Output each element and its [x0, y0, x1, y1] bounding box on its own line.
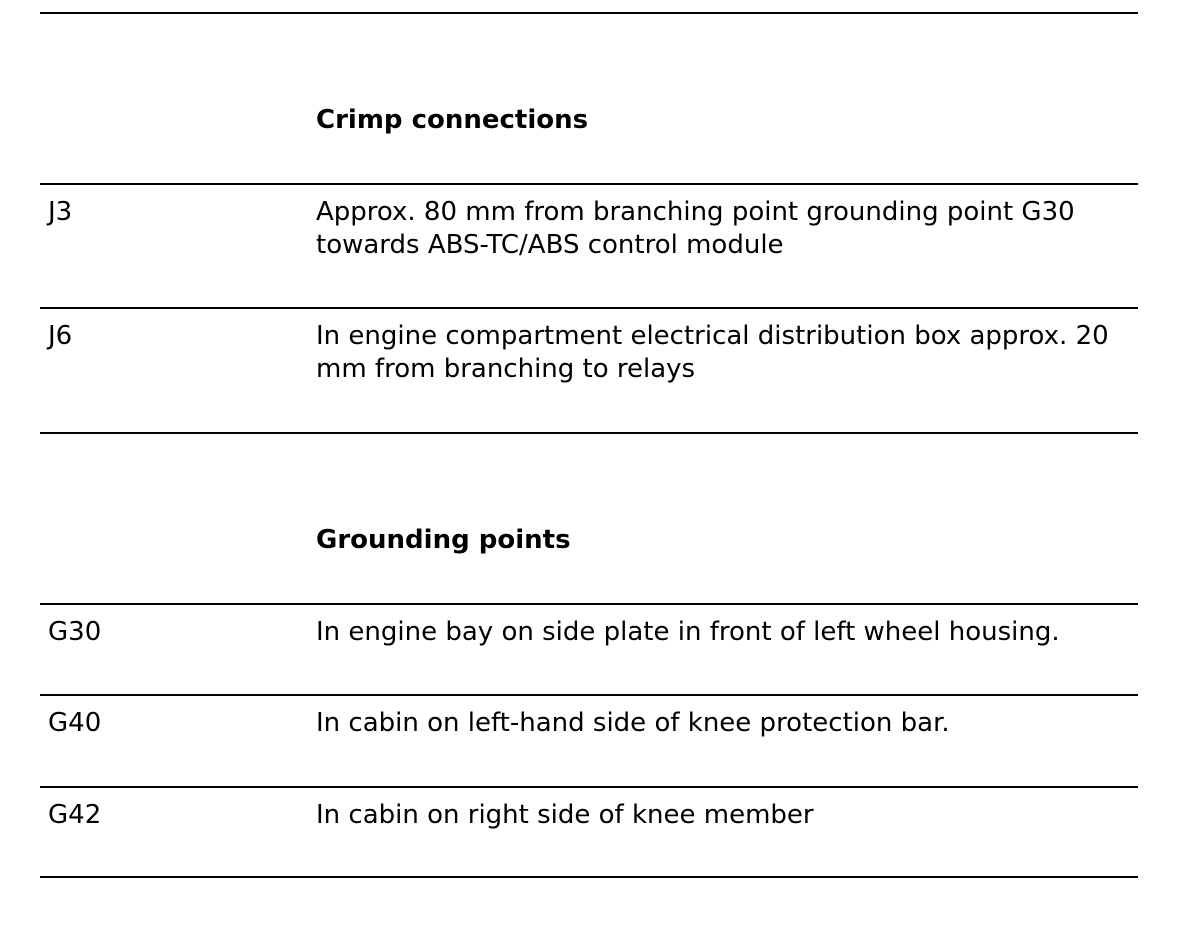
section-heading-crimp-connections: Crimp connections	[316, 105, 589, 135]
row-rule	[40, 694, 1138, 696]
top-rule	[40, 12, 1138, 14]
row-description: In cabin on left-hand side of knee protection bar.	[316, 708, 950, 738]
row-description: In engine bay on side plate in front of left wheel housing.	[316, 617, 1060, 647]
bottom-rule	[40, 876, 1138, 878]
row-code: J3	[48, 197, 73, 227]
row-code: G42	[48, 800, 102, 830]
section-rule	[40, 603, 1138, 605]
row-code: J6	[48, 321, 73, 351]
row-rule	[40, 307, 1138, 309]
section-heading-grounding-points: Grounding points	[316, 525, 571, 555]
row-code: G30	[48, 617, 102, 647]
section-rule	[40, 183, 1138, 185]
row-description: Approx. 80 mm from branching point grounding point G30 towards ABS-TC/ABS control module	[316, 197, 1075, 260]
row-rule	[40, 786, 1138, 788]
section-end-rule	[40, 432, 1138, 434]
row-description: In cabin on right side of knee member	[316, 800, 814, 830]
row-description: In engine compartment electrical distribution box approx. 20 mm from branching to relays	[316, 321, 1109, 384]
row-code: G40	[48, 708, 102, 738]
